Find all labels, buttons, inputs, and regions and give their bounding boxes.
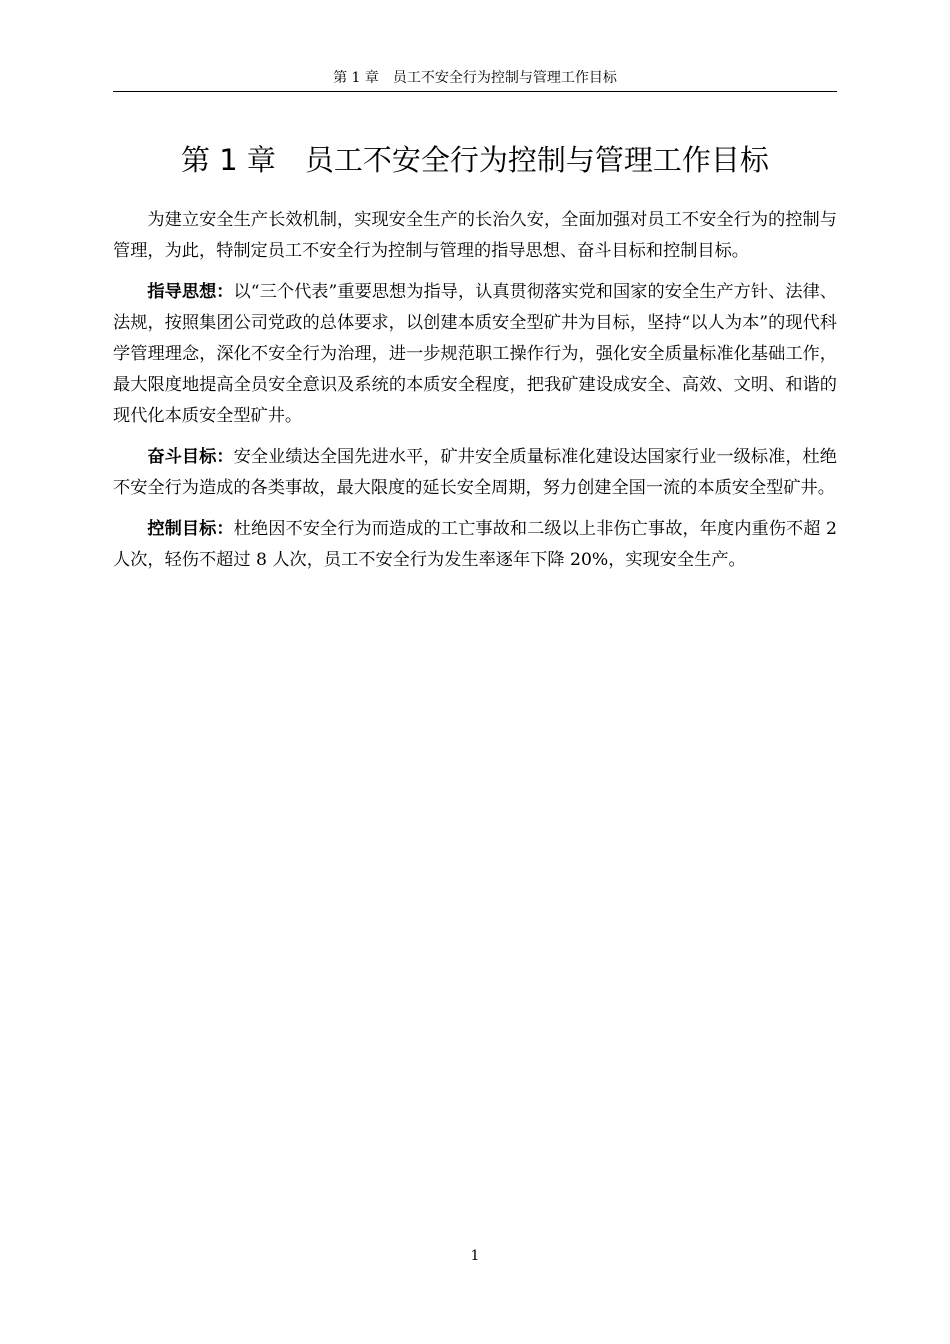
control-target-paragraph: [113, 514, 837, 576]
page-number: 1: [470, 1248, 480, 1264]
guiding-ideology-paragraph: [113, 277, 837, 432]
intro-text: 为建立安全生产长效机制，实现安全生产的长治久安，全面加强对员工不安全行为的控制与管理，为此，特制定员工不安全行为控制与管理的指导思想、奋斗目标和控制目标。: [113, 210, 837, 261]
goal-text: 安全业绩达全国先进水平，矿井安全质量标准化建设达国家行业一级标准，杜绝不安全行为造成的各类事故，最大限度的延长安全周期，努力创建全国一流的本质安全型矿井。: [113, 447, 837, 498]
goal-term: 奋斗目标：: [147, 447, 234, 467]
guiding-ideology-text: 以“三个代表”重要思想为指导，认真贯彻落实党和国家的安全生产方针、法律、法规，按照集团公司党政的总体要求，以创建本质安全型矿井为目标，坚持“以人为本”的现代科学管理理念，深化不安全行为治理，进一步规范职工操作行为，强化安全质量标准化基础工作，最大限度地提高全员安全意识及系统的本质安全程度，把我矿建设成安全、高效、文明、和谐的现代化本质安全型矿井。: [113, 282, 837, 426]
body-text: [113, 205, 837, 586]
control-target-term: 控制目标：: [147, 519, 234, 539]
control-target-text: 杜绝因不安全行为而造成的工亡事故和二级以上非伤亡事故，年度内重伤不超 2 人次，轻伤不超过 8 人次，员工不安全行为发生率逐年下降 20%，实现安全生产。: [113, 519, 837, 570]
goal-paragraph: [113, 442, 837, 504]
guiding-ideology-term: 指导思想：: [147, 282, 234, 302]
intro-paragraph: [113, 205, 837, 267]
chapter-title: 第 1 章 员工不安全行为控制与管理工作目标: [181, 143, 769, 177]
running-header-title: 第 1 章 员工不安全行为控制与管理工作目标: [333, 70, 617, 86]
running-header: [113, 70, 837, 92]
